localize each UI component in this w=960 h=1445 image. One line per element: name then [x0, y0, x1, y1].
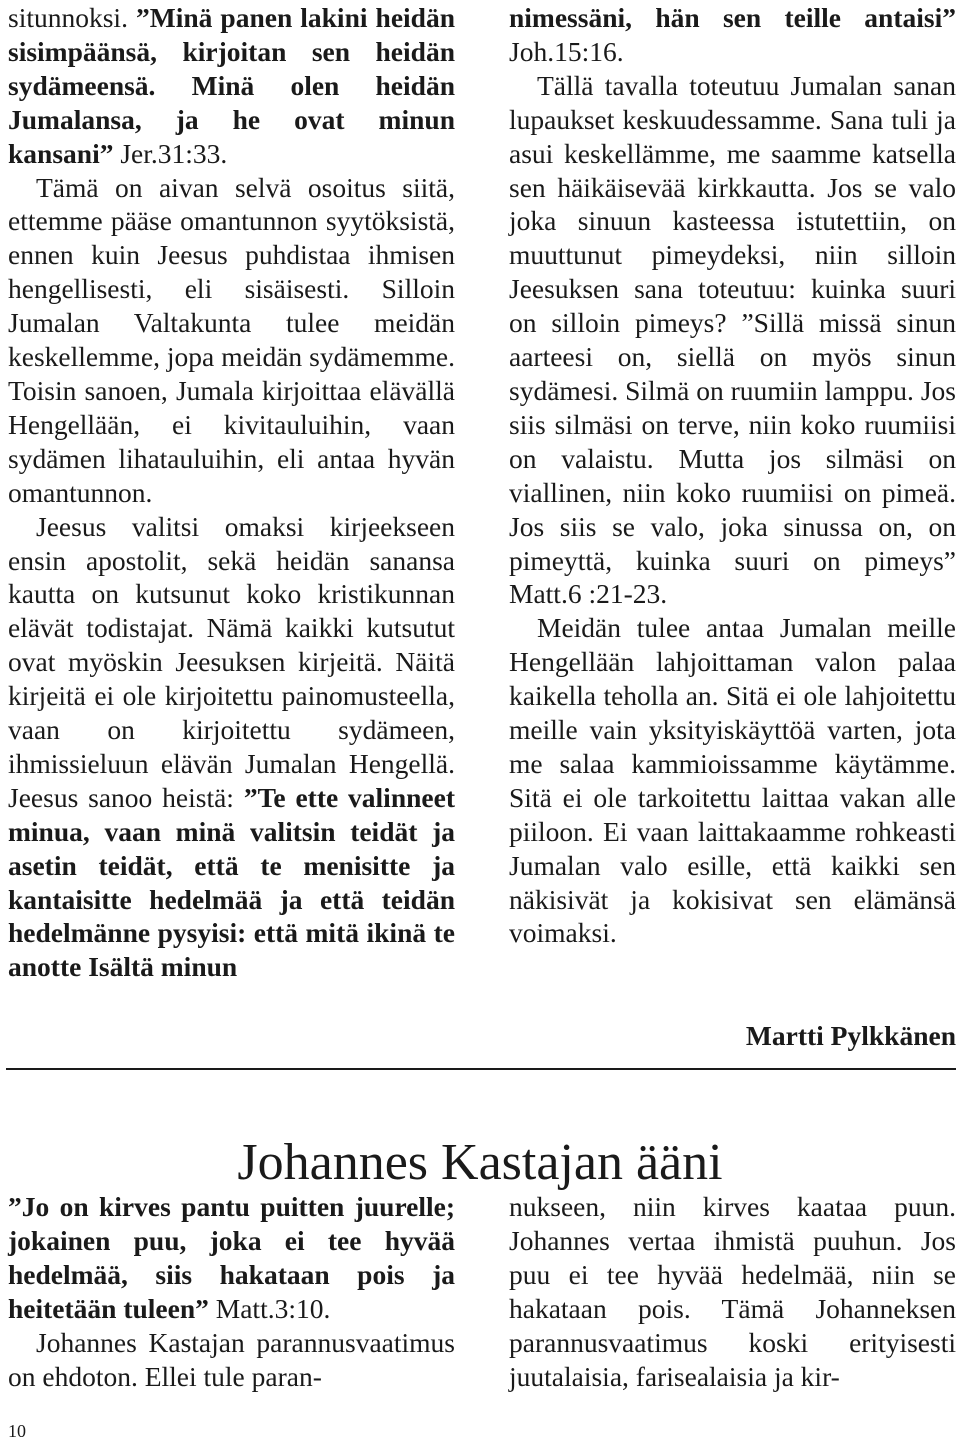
section-divider: [6, 1068, 956, 1070]
upper-right-column: [509, 1, 956, 950]
bible-quote: ”Te ette valinneet minua, vaan minä valitsin teidät ja asetin teidät, että te menisitte ja kantaisitte hedelmää ja että teidän hedelmänne pysyisi: että mitä ikinä te anotte Isältä minun: [8, 781, 455, 983]
paragraph: [8, 510, 455, 985]
paragraph-text: situnnoksi.: [8, 2, 136, 33]
paragraph-text: Jeesus valitsi omaksi kirjeekseen ensin apostolit, sekä heidän sanansa kautta on kutsunut koko kristikunnan elävät todistajat. Nämä kaikki kutsutut ovat myöskin Jeesuksen kirjeitä. Näitä kirjeitä ei ole kirjoitettu painomusteella, vaan on kirjoitettu sydämeen, ihmissieluun elävän Jumalan Hengellä. Jeesus sanoo heistä:: [8, 510, 455, 813]
paragraph: [509, 69, 956, 612]
paragraph: [8, 1, 455, 171]
article-right-column: [509, 1190, 956, 1393]
article-left-column: [8, 1190, 455, 1393]
paragraph: Tämä on aivan selvä osoitus siitä, ettemme pääse omantunnon syytöksistä, ennen kuin Jeesus puhdistaa ihmisen hengellisesti, eli sisäisesti. Silloin Jumalan Valtakunta tulee meidän keskellemme, jopa meidän sydämemme. Toisin sanoen, Jumala kirjoittaa elävällä Hengellään, ei kivitauluihin, vaan sydämen lihatauluihin, eli antaa hyvän omantunnon.: [8, 171, 455, 508]
bible-quote: ”Minä panen lakini heidän sisimpäänsä, kirjoitan sen heidän sydämeensä. Minä olen heidän Jumalansa, ja he ovat minun kansani”: [8, 2, 456, 169]
paragraph: nukseen, niin kirves kaataa puun. Johannes vertaa ihmistä puuhun. Jos puu ei tee hyvää hedelmää, niin se hakataan pois. Tämä Johanneksen parannusvaatimus koski erityisesti juutalaisia, farisealaisia ja kir-: [509, 1191, 956, 1392]
paragraph: [509, 1, 956, 69]
article-title: Johannes Kastajan ääni: [237, 1133, 723, 1191]
paragraph: [8, 1190, 455, 1326]
bible-reference: Jer.31:33.: [113, 137, 228, 169]
author-signature: Martti Pylkkänen: [745, 1020, 956, 1051]
bible-reference: Joh.15:16.: [509, 35, 624, 67]
upper-left-column: [8, 1, 455, 984]
bible-quote: ”Jo on kirves pantu puitten juurelle; jokainen puu, joka ei tee hyvää hedelmää, siis hakataan pois ja heitetään tuleen”: [8, 1191, 455, 1324]
bible-reference: Matt.6 :21-23.: [509, 578, 668, 610]
bible-quote: nimessäni, hän sen teille antaisi”: [509, 2, 956, 33]
paragraph: Johannes Kastajan parannusvaatimus on ehdoton. Ellei tule paran-: [8, 1326, 455, 1392]
bible-quote: ”Sillä missä sinun aarteesi on, siellä on myös sinun sydämesi. Silmä on ruumiin lamppu. Jos siis silmäsi on terve, niin koko ruumiisi on valaistu. Mutta jos silmäsi on viallinen, niin koko ruumiisi on pimeä. Jos siis se valo, joka sinussa on, on pimeyttä, kuinka suuri on pimeys”: [509, 307, 956, 576]
paragraph-text: Tällä tavalla toteutuu Jumalan sanan lupaukset keskuudessamme. Sana tuli ja asui keskellämme, me saamme katsella sen häikäisevää kirkkautta. Jos se valo joka sinuun kasteessa istutettiin, on muuttunut pimeydeksi, niin silloin Jeesuksen sana toteutuu: kuinka suuri on silloin pimeys?: [509, 69, 956, 339]
page-number: 10: [8, 1421, 26, 1441]
bible-reference: Matt.3:10.: [208, 1292, 331, 1324]
paragraph: Meidän tulee antaa Jumalan meille Hengellään lahjoittaman valon palaa kaikella teholla an. Sitä ei ole lahjoitettu meille vain yksityiskäyttöä varten, jota me salaa kammioissamme käytämme. Sitä ei ole tarkoitettu laittaa vakan alle piiloon. Ei vaan laittakaamme rohkeasti Jumalan valo esille, että kaikki sen näkisivät ja kokisivat sen elämänsä voimaksi.: [509, 612, 956, 949]
